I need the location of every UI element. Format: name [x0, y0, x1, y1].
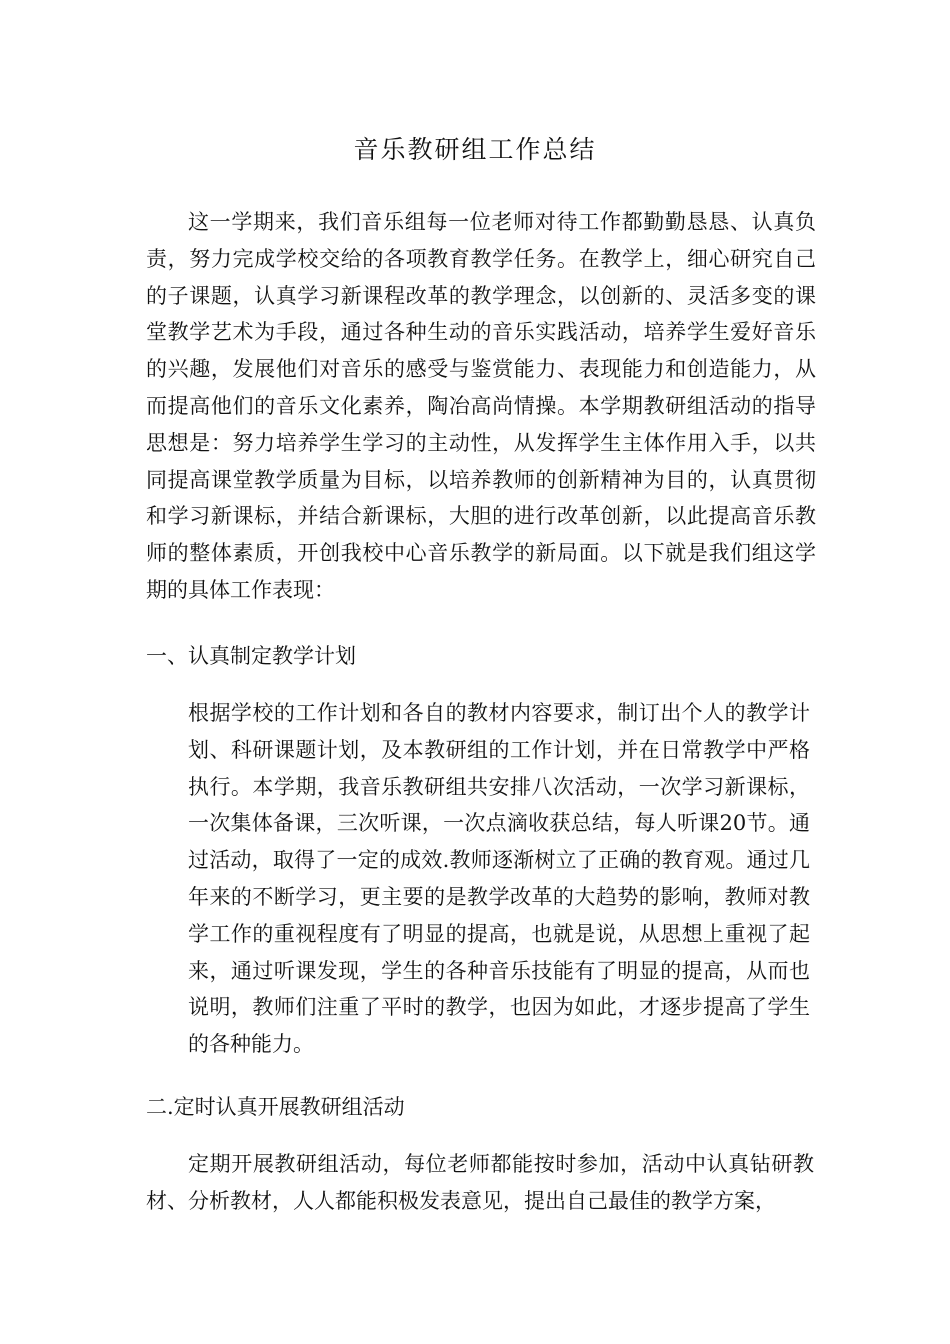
section-1-paragraph: 根据学校的工作计划和各自的教材内容要求，制订出个人的教学计划、科研课题计划，及本教研组的工作计划，并在日常教学中严格执行。本学期，我音乐教研组共安排八次活动，一次学习新课标，一次集体备课，三次听课，一次点滴收获总结，每人听课20节。通过活动，取得了一定的成效.教师逐渐树立了正确的教育观。通过几年来的不断学习，更主要的是教学改革的大趋势的影响，教师对教学工作的重视程度有了明显的提高，也就是说，从思想上重视了起来，通过听课发现，学生的各种音乐技能有了明显的提高，从而也说明，教师们注重了平时的教学，也因为如此，才逐步提高了学生的各种能力。 — [188, 701, 810, 1057]
section-2-heading: 二.定时认真开展教研组活动 — [146, 1095, 405, 1119]
section-1-heading: 一、认真制定教学计划 — [146, 644, 356, 668]
intro-paragraph: 这一学期来，我们音乐组每一位老师对待工作都勤勤恳恳、认真负责，努力完成学校交给的各项教育教学任务。在教学上，细心研究自己的子课题，认真学习新课程改革的教学理念，以创新的、灵活多变的课堂教学艺术为手段，通过各种生动的音乐实践活动，培养学生爱好音乐的兴趣，发展他们对音乐的感受与鉴赏能力、表现能力和创造能力，从而提高他们的音乐文化素养，陶冶高尚情操。本学期教研组活动的指导思想是：努力培养学生学习的主动性，从发挥学生主体作用入手，以共同提高课堂教学质量为目标，以培养教师的创新精神为目的，认真贯彻和学习新课标，并结合新课标，大胆的进行改革创新，以此提高音乐教师的整体素质，开创我校中心音乐教学的新局面。以下就是我们组这学期的具体工作表现： — [146, 210, 816, 602]
document-title: 音乐教研组工作总结 — [353, 135, 597, 164]
section-2-paragraph: 定期开展教研组活动，每位老师都能按时参加，活动中认真钻研教材、分析教材，人人都能积极发表意见，提出自己最佳的教学方案， — [146, 1152, 814, 1213]
